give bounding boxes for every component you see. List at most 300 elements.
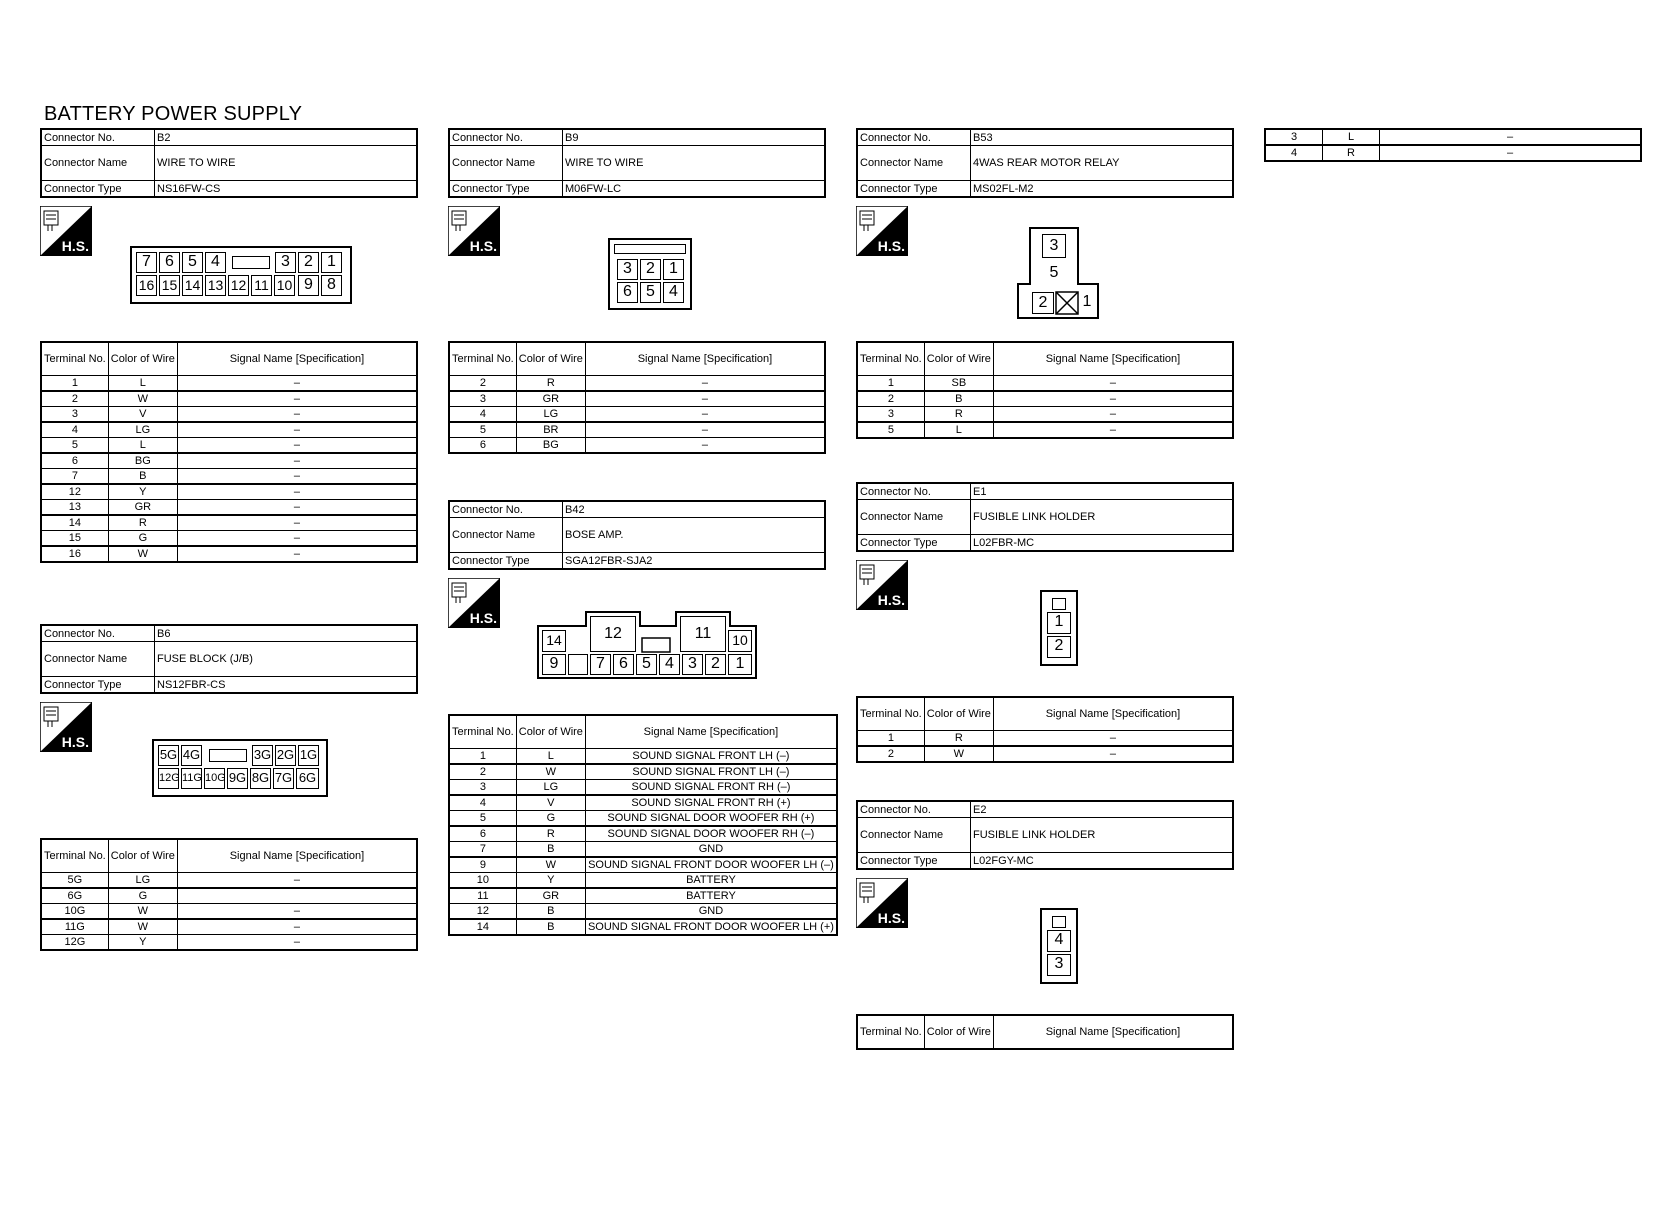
signal-name-cell: – [177,453,417,469]
cavity: 4 [1047,930,1071,952]
cavity: 15 [159,275,180,296]
connector-type-value: NS16FW-CS [155,181,418,198]
color-of-wire-header: Color of Wire [924,697,993,731]
table-row [41,422,417,438]
locking-tab [209,749,247,762]
cavity: 9 [298,275,319,296]
signal-name-cell: – [177,422,417,438]
table-row [449,764,837,780]
table-row [1265,145,1641,161]
cavity: 16 [136,275,157,296]
table-row [857,407,1233,423]
table-row [449,438,825,454]
table-row [449,826,837,842]
connector-no-value: B42 [563,501,826,518]
terminal-no-header: Terminal No. [857,697,924,731]
connector-header [448,500,826,570]
terminal-no-cell: 5 [41,438,108,454]
cavity: 7 [590,654,611,675]
connector-no-value: E2 [971,801,1234,818]
table-row [41,469,417,485]
wire-color-cell: LG [516,407,585,423]
signal-name-cell: – [177,919,417,935]
table-row [41,391,417,407]
cavity: 5 [1049,264,1059,281]
color-of-wire-header: Color of Wire [108,839,177,873]
connector-face-b53 [1016,226,1100,320]
cavity: 1G [298,745,319,766]
terminal-no-cell: 2 [449,764,516,780]
wire-color-cell: W [516,764,585,780]
connector-type-value: MS02FL-M2 [971,181,1234,198]
table-row [41,935,417,951]
wire-color-cell: B [516,842,585,858]
signal-name-cell: SOUND SIGNAL DOOR WOOFER RH (+) [585,811,837,827]
connector-name-label: Connector Name [857,146,971,181]
cavity: 3 [1042,234,1066,258]
wire-color-cell: Y [516,873,585,889]
cavity: 13 [205,275,226,296]
cavity: 1 [663,259,684,280]
connector-name-label: Connector Name [449,146,563,181]
table-row [449,795,837,811]
signal-name-header: Signal Name [Specification] [585,342,825,376]
hs-label: H.S. [877,592,905,608]
cavity: 5 [640,282,661,303]
wire-color-cell: W [924,746,993,762]
connector-type-label: Connector Type [41,181,155,198]
terminal-no-cell: 6 [449,826,516,842]
connector-e1 [856,482,1234,552]
connector-no-label: Connector No. [449,129,563,146]
cavity: 10G [204,768,225,789]
wire-color-cell: SB [924,376,993,392]
connector-no-label: Connector No. [41,625,155,642]
wire-color-cell: L [1323,129,1380,145]
cavity: 6 [617,282,638,303]
harness-side-icon [40,702,92,752]
signal-name-header: Signal Name [Specification] [993,342,1233,376]
table-row [41,484,417,500]
wire-color-cell: L [516,749,585,765]
cavity: 2 [1047,636,1071,658]
table-row [449,904,837,920]
wire-color-cell: GR [516,888,585,904]
pin-table-b9 [448,341,826,454]
harness-side-icon [448,206,500,256]
signal-name-cell: – [177,469,417,485]
table-row [449,780,837,796]
locking-tab [1052,916,1066,928]
connector-no-label: Connector No. [449,501,563,518]
page-title: BATTERY POWER SUPPLY [44,103,303,125]
harness-side-icon [40,206,92,256]
harness-side-icon [856,560,908,610]
table-row [41,531,417,547]
wire-color-cell: BR [516,422,585,438]
color-of-wire-header: Color of Wire [924,342,993,376]
connector-no-value: E1 [971,483,1234,500]
terminal-no-cell: 6 [41,453,108,469]
terminal-no-cell: 15 [41,531,108,547]
wire-color-cell: Y [108,484,177,500]
signal-name-cell: – [177,500,417,516]
table-row [449,919,837,935]
connector-header [856,128,1234,198]
wire-color-cell: LG [108,873,177,889]
wire-color-cell: G [108,888,177,904]
cavity: 10 [728,630,752,652]
table-row [449,407,825,423]
terminal-no-cell: 4 [449,407,516,423]
connector-no-value: B2 [155,129,418,146]
pin-table-e2-header [856,1014,1234,1050]
terminal-no-cell: 10 [449,873,516,889]
terminal-no-header: Terminal No. [857,342,924,376]
cavity: 1 [1082,293,1092,310]
color-of-wire-header: Color of Wire [516,715,585,749]
terminal-no-cell: 1 [857,731,924,747]
terminal-no-cell: 3 [1265,129,1323,145]
wire-color-cell: B [516,904,585,920]
signal-name-cell: – [585,422,825,438]
terminal-no-cell: 2 [857,746,924,762]
pin-table-b6 [40,838,418,951]
cavity: 2 [298,252,319,273]
connector-name-value: 4WAS REAR MOTOR RELAY [971,146,1234,181]
terminal-no-cell: 1 [449,749,516,765]
signal-name-cell: – [993,422,1233,438]
connector-face-b6 [152,739,328,797]
terminal-no-cell: 2 [41,391,108,407]
terminal-no-cell: 4 [41,422,108,438]
cavity: 7G [273,768,294,789]
table-row [449,888,837,904]
signal-name-cell: – [585,407,825,423]
cavity: 3 [275,252,296,273]
wire-color-cell: R [516,376,585,392]
cavity [568,654,588,675]
cavity: 3 [1047,954,1071,976]
signal-name-header: Signal Name [Specification] [177,342,417,376]
cavity: 5G [158,745,179,766]
wire-color-cell: L [108,438,177,454]
table-row [41,919,417,935]
pin-table-e1 [856,696,1234,763]
cavity: 1 [321,252,342,273]
signal-name-cell: SOUND SIGNAL DOOR WOOFER RH (–) [585,826,837,842]
cavity: 4G [181,745,202,766]
cavity: 6 [613,654,634,675]
terminal-no-cell: 5G [41,873,108,889]
wire-color-cell: G [516,811,585,827]
terminal-no-cell: 5 [449,422,516,438]
cavity: 2 [705,654,726,675]
cavity: 5 [636,654,657,675]
connector-face-b42 [536,610,758,680]
connector-header [856,482,1234,552]
cavity: 8 [321,275,342,296]
connector-name-value: BOSE AMP. [563,518,826,553]
terminal-no-cell: 5 [449,811,516,827]
terminal-no-cell: 3 [449,391,516,407]
signal-name-cell: SOUND SIGNAL FRONT DOOR WOOFER LH (–) [585,857,837,873]
connector-no-value: B6 [155,625,418,642]
connector-type-value: L02FGY-MC [971,853,1234,870]
signal-name-cell: SOUND SIGNAL FRONT LH (–) [585,749,837,765]
wire-color-cell: B [924,391,993,407]
connector-header [40,128,418,198]
table-row [41,546,417,562]
signal-name-cell: – [585,391,825,407]
wire-color-cell: R [924,731,993,747]
table-row [449,391,825,407]
cavity: 4 [659,654,680,675]
wire-color-cell: LG [108,422,177,438]
connector-no-label: Connector No. [857,129,971,146]
wire-color-cell: L [924,422,993,438]
signal-name-cell: – [177,531,417,547]
cavity: 1 [1047,612,1071,634]
cavity: 12G [158,768,179,789]
connector-type-label: Connector Type [857,853,971,870]
terminal-no-cell: 11 [449,888,516,904]
signal-name-cell: – [585,376,825,392]
signal-name-cell: – [1380,145,1642,161]
connector-b9 [448,128,826,198]
table-row [41,376,417,392]
locking-tab [232,256,270,269]
connector-name-value: FUSIBLE LINK HOLDER [971,818,1234,853]
connector-type-label: Connector Type [449,181,563,198]
wire-color-cell: R [1323,145,1380,161]
pin-table-b2 [40,341,418,563]
cavity: 3 [617,259,638,280]
cavity: 3 [682,654,703,675]
connector-name-label: Connector Name [857,500,971,535]
color-of-wire-header: Color of Wire [108,342,177,376]
wire-color-cell: W [108,904,177,920]
terminal-no-header: Terminal No. [449,342,516,376]
signal-name-header: Signal Name [Specification] [993,1015,1233,1049]
connector-name-label: Connector Name [41,146,155,181]
table-row [857,391,1233,407]
signal-name-cell: BATTERY [585,873,837,889]
connector-header [448,128,826,198]
cavity: 4 [205,252,226,273]
table-row [857,746,1233,762]
connector-type-label: Connector Type [857,535,971,552]
terminal-no-header: Terminal No. [449,715,516,749]
wire-color-cell: LG [516,780,585,796]
hs-label: H.S. [877,910,905,926]
wire-color-cell: R [924,407,993,423]
cavity: 12 [228,275,249,296]
table-row [449,842,837,858]
terminal-no-cell: 7 [449,842,516,858]
wire-color-cell: B [108,469,177,485]
cavity: 7 [136,252,157,273]
cavity: 9 [542,654,566,675]
terminal-no-header: Terminal No. [41,839,108,873]
signal-name-cell: – [585,438,825,454]
connector-type-value: SGA12FBR-SJA2 [563,553,826,570]
signal-name-header: Signal Name [Specification] [177,839,417,873]
connector-face-e2 [1040,908,1078,984]
terminal-no-header: Terminal No. [857,1015,924,1049]
table-row [41,453,417,469]
hs-label: H.S. [61,238,89,254]
cavity: 9G [227,768,248,789]
connector-type-value: NS12FBR-CS [155,677,418,694]
terminal-no-cell: 12G [41,935,108,951]
signal-name-cell: – [177,546,417,562]
cavity: 1 [728,654,752,675]
terminal-no-cell: 4 [449,795,516,811]
table-row [857,376,1233,392]
connector-name-value: WIRE TO WIRE [563,146,826,181]
connector-header [40,624,418,694]
signal-name-cell: – [177,438,417,454]
table-row [449,873,837,889]
connector-b53 [856,128,1234,198]
cavity: 11 [680,616,726,652]
signal-name-cell: GND [585,842,837,858]
table-row [449,811,837,827]
hs-label: H.S. [469,238,497,254]
table-row [41,500,417,516]
cavity: 2 [1032,292,1054,314]
cavity: 6 [159,252,180,273]
connector-e2 [856,800,1234,870]
wire-color-cell: W [108,546,177,562]
connector-name-label: Connector Name [41,642,155,677]
terminal-no-cell: 9 [449,857,516,873]
signal-name-cell: – [1380,129,1642,145]
terminal-no-header: Terminal No. [41,342,108,376]
wire-color-cell: GR [516,391,585,407]
signal-name-cell: – [177,904,417,920]
cavity: 11 [251,275,272,296]
signal-name-cell: – [177,407,417,423]
color-of-wire-header: Color of Wire [924,1015,993,1049]
color-of-wire-header: Color of Wire [516,342,585,376]
cavity: 4 [663,282,684,303]
pin-table-b42 [448,714,838,936]
terminal-no-cell: 3 [449,780,516,796]
table-row [41,904,417,920]
terminal-no-cell: 6 [449,438,516,454]
cavity: 2 [640,259,661,280]
signal-name-cell: – [993,746,1233,762]
wire-color-cell: G [108,531,177,547]
wire-color-cell: V [516,795,585,811]
signal-name-cell: – [177,515,417,531]
cavity: 6G [296,768,319,789]
cavity: 2G [275,745,296,766]
signal-name-cell: – [993,731,1233,747]
terminal-no-cell: 2 [449,376,516,392]
table-row [449,376,825,392]
terminal-no-cell: 12 [449,904,516,920]
terminal-no-cell: 12 [41,484,108,500]
connector-no-value: B53 [971,129,1234,146]
connector-name-value: WIRE TO WIRE [155,146,418,181]
connector-header [856,800,1234,870]
table-row [857,731,1233,747]
signal-name-cell: SOUND SIGNAL FRONT LH (–) [585,764,837,780]
pin-table-e2-continued [1264,128,1642,162]
locking-tab [614,244,686,254]
terminal-no-cell: 7 [41,469,108,485]
terminal-no-cell: 2 [857,391,924,407]
terminal-no-cell: 3 [41,407,108,423]
wire-color-cell: GR [108,500,177,516]
connector-name-value: FUSE BLOCK (J/B) [155,642,418,677]
cavity: 8G [250,768,271,789]
hs-label: H.S. [877,238,905,254]
signal-name-cell: SOUND SIGNAL FRONT DOOR WOOFER LH (+) [585,919,837,935]
table-row [857,422,1233,438]
wire-color-cell: Y [108,935,177,951]
table-row [41,438,417,454]
signal-name-cell: GND [585,904,837,920]
terminal-no-cell: 13 [41,500,108,516]
cavity: 11G [181,768,202,789]
terminal-no-cell: 6G [41,888,108,904]
signal-name-header: Signal Name [Specification] [585,715,837,749]
connector-no-value: B9 [563,129,826,146]
table-row [41,515,417,531]
table-row [449,422,825,438]
connector-name-value: FUSIBLE LINK HOLDER [971,500,1234,535]
harness-side-icon [856,878,908,928]
terminal-no-cell: 10G [41,904,108,920]
signal-name-header: Signal Name [Specification] [993,697,1233,731]
table-row [41,407,417,423]
connector-face-b9 [608,238,692,310]
connector-b6 [40,624,418,694]
terminal-no-cell: 16 [41,546,108,562]
wire-color-cell: B [516,919,585,935]
signal-name-cell: – [177,391,417,407]
signal-name-cell: – [177,935,417,951]
connector-no-label: Connector No. [857,483,971,500]
cavity: 14 [542,630,566,652]
signal-name-cell: – [993,391,1233,407]
signal-name-cell: – [177,873,417,889]
connector-no-label: Connector No. [857,801,971,818]
connector-b42 [448,500,826,570]
hs-label: H.S. [469,610,497,626]
connector-type-label: Connector Type [857,181,971,198]
cavity: 5 [182,252,203,273]
cavity: 10 [274,275,295,296]
wire-color-cell: BG [516,438,585,454]
cavity: 12 [590,616,636,652]
connector-no-label: Connector No. [41,129,155,146]
signal-name-cell: SOUND SIGNAL FRONT RH (+) [585,795,837,811]
table-row [41,873,417,889]
connector-name-label: Connector Name [857,818,971,853]
table-row [41,888,417,904]
table-row [449,857,837,873]
signal-name-cell: – [993,376,1233,392]
table-row [449,749,837,765]
terminal-no-cell: 11G [41,919,108,935]
terminal-no-cell: 3 [857,407,924,423]
terminal-no-cell: 1 [41,376,108,392]
